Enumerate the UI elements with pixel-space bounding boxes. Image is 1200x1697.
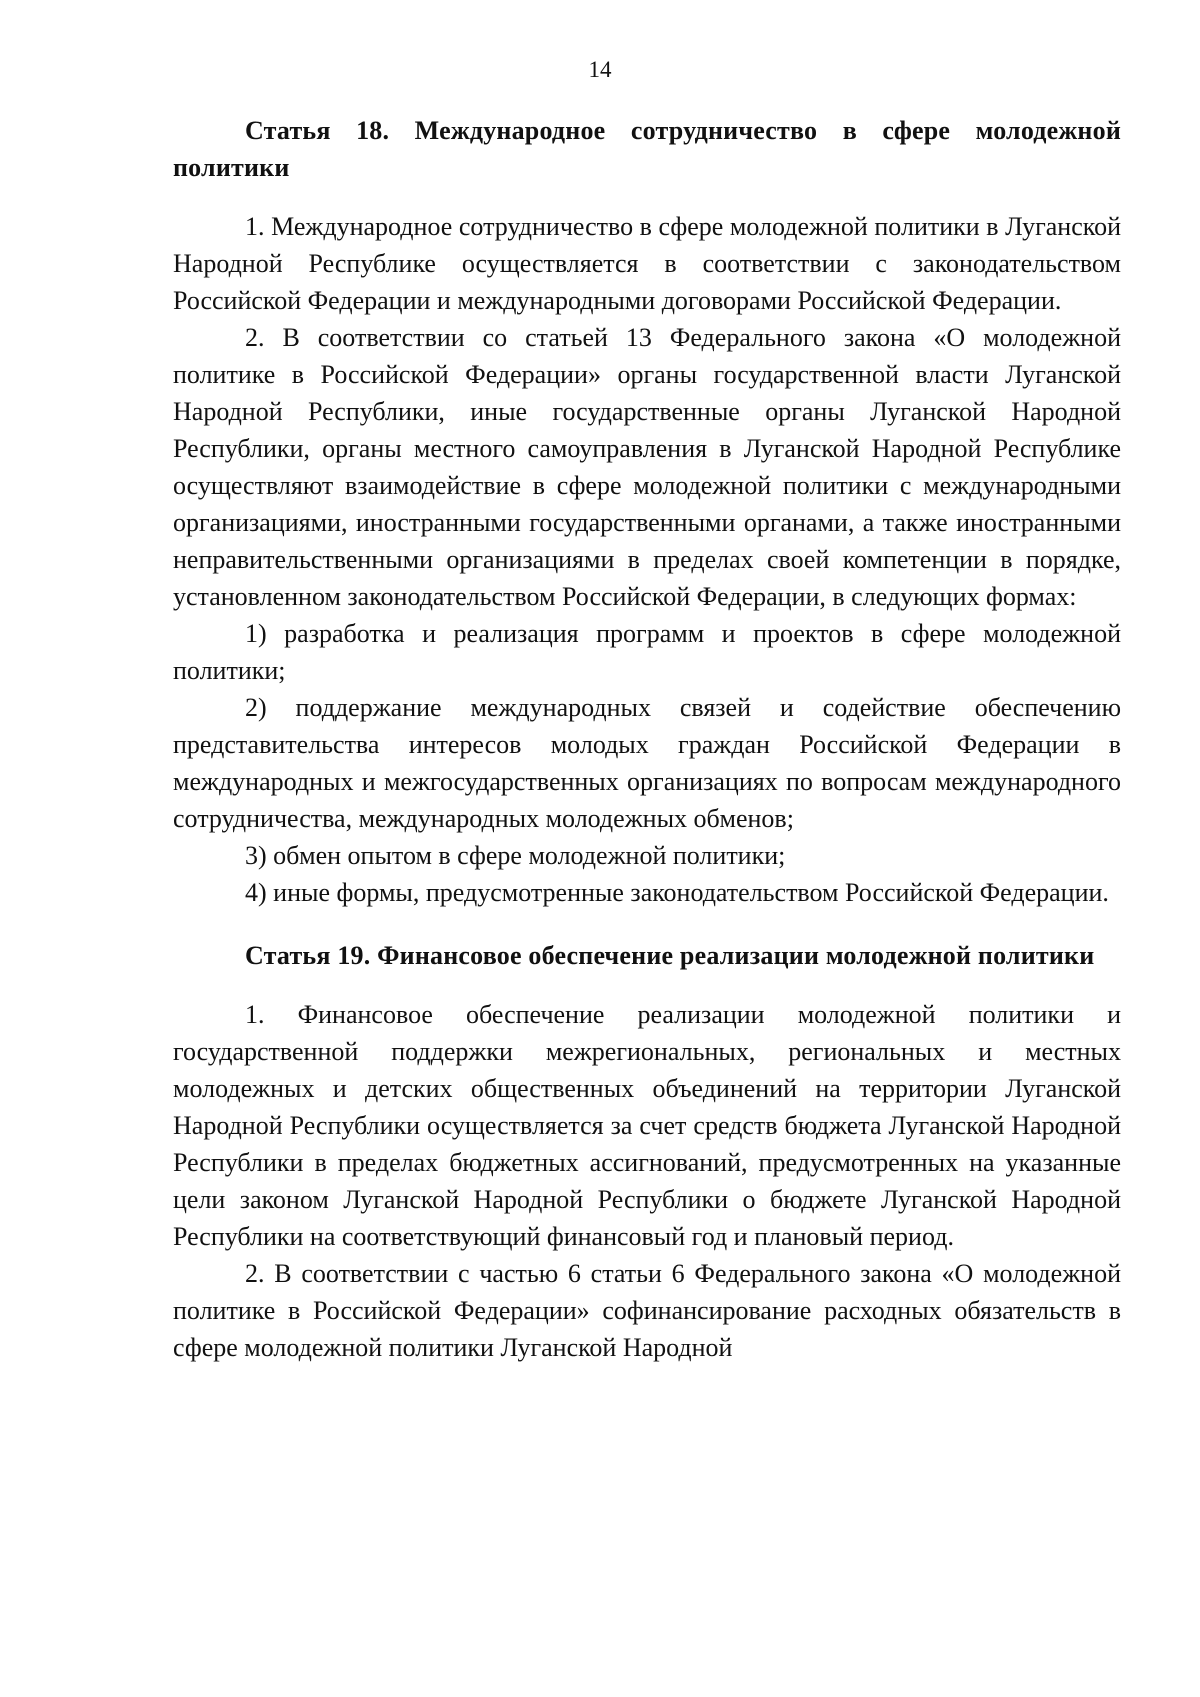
article-18-item-2: 2) поддержание международных связей и содействие обеспечению представительства интересов молодых граждан Российской Федерации в международных и межгосударственных организациях по вопросам международного сотрудничества, международных молодежных обменов;: [173, 693, 1121, 833]
document-content: [173, 112, 1121, 1366]
article-19-paragraph-1: 1. Финансовое обеспечение реализации молодежной политики и государственной поддержки межрегиональных, региональных и местных молодежных и детских общественных объединений на территории Луганской Народной Республики осуществляется за счет средств бюджета Луганской Народной Республики в пределах бюджетных ассигнований, предусмотренных на указанные цели законом Луганской Народной Республики о бюджете Луганской Народной Республики на соответствующий финансовый год и плановый период.: [173, 1000, 1121, 1251]
article-18-item-4: 4) иные формы, предусмотренные законодательством Российской Федерации.: [245, 878, 1109, 907]
article-18-item-3: 3) обмен опытом в сфере молодежной политики;: [245, 841, 786, 870]
article-19-paragraph-2: 2. В соответствии с частью 6 статьи 6 Федерального закона «О молодежной политике в Российской Федерации» софинансирование расходных обязательств в сфере молодежной политики Луганской Народной: [173, 1259, 1121, 1362]
page-number: 14: [588, 57, 612, 82]
article-18-item-1: 1) разработка и реализация программ и проектов в сфере молодежной политики;: [173, 619, 1121, 685]
article-19-title: Статья 19. Финансовое обеспечение реализации молодежной политики: [245, 941, 1095, 970]
article-18-paragraph-2: 2. В соответствии со статьей 13 Федерального закона «О молодежной политике в Российской Федерации» органы государственной власти Луганской Народной Республики, иные государственные органы Луганской Народной Республики, органы местного самоуправления в Луганской Народной Республике осуществляют взаимодействие в сфере молодежной политики с международными организациями, иностранными государственными органами, а также иностранными неправительственными организациями в пределах своей компетенции в порядке, установленном законодательством Российской Федерации, в следующих формах:: [173, 323, 1121, 611]
article-18-title: Статья 18. Международное сотрудничество в сфере молодежной политики: [173, 116, 1121, 182]
article-18-paragraph-1: 1. Международное сотрудничество в сфере молодежной политики в Луганской Народной Республике осуществляется в соответствии с законодательством Российской Федерации и международными договорами Российской Федерации.: [173, 212, 1121, 315]
